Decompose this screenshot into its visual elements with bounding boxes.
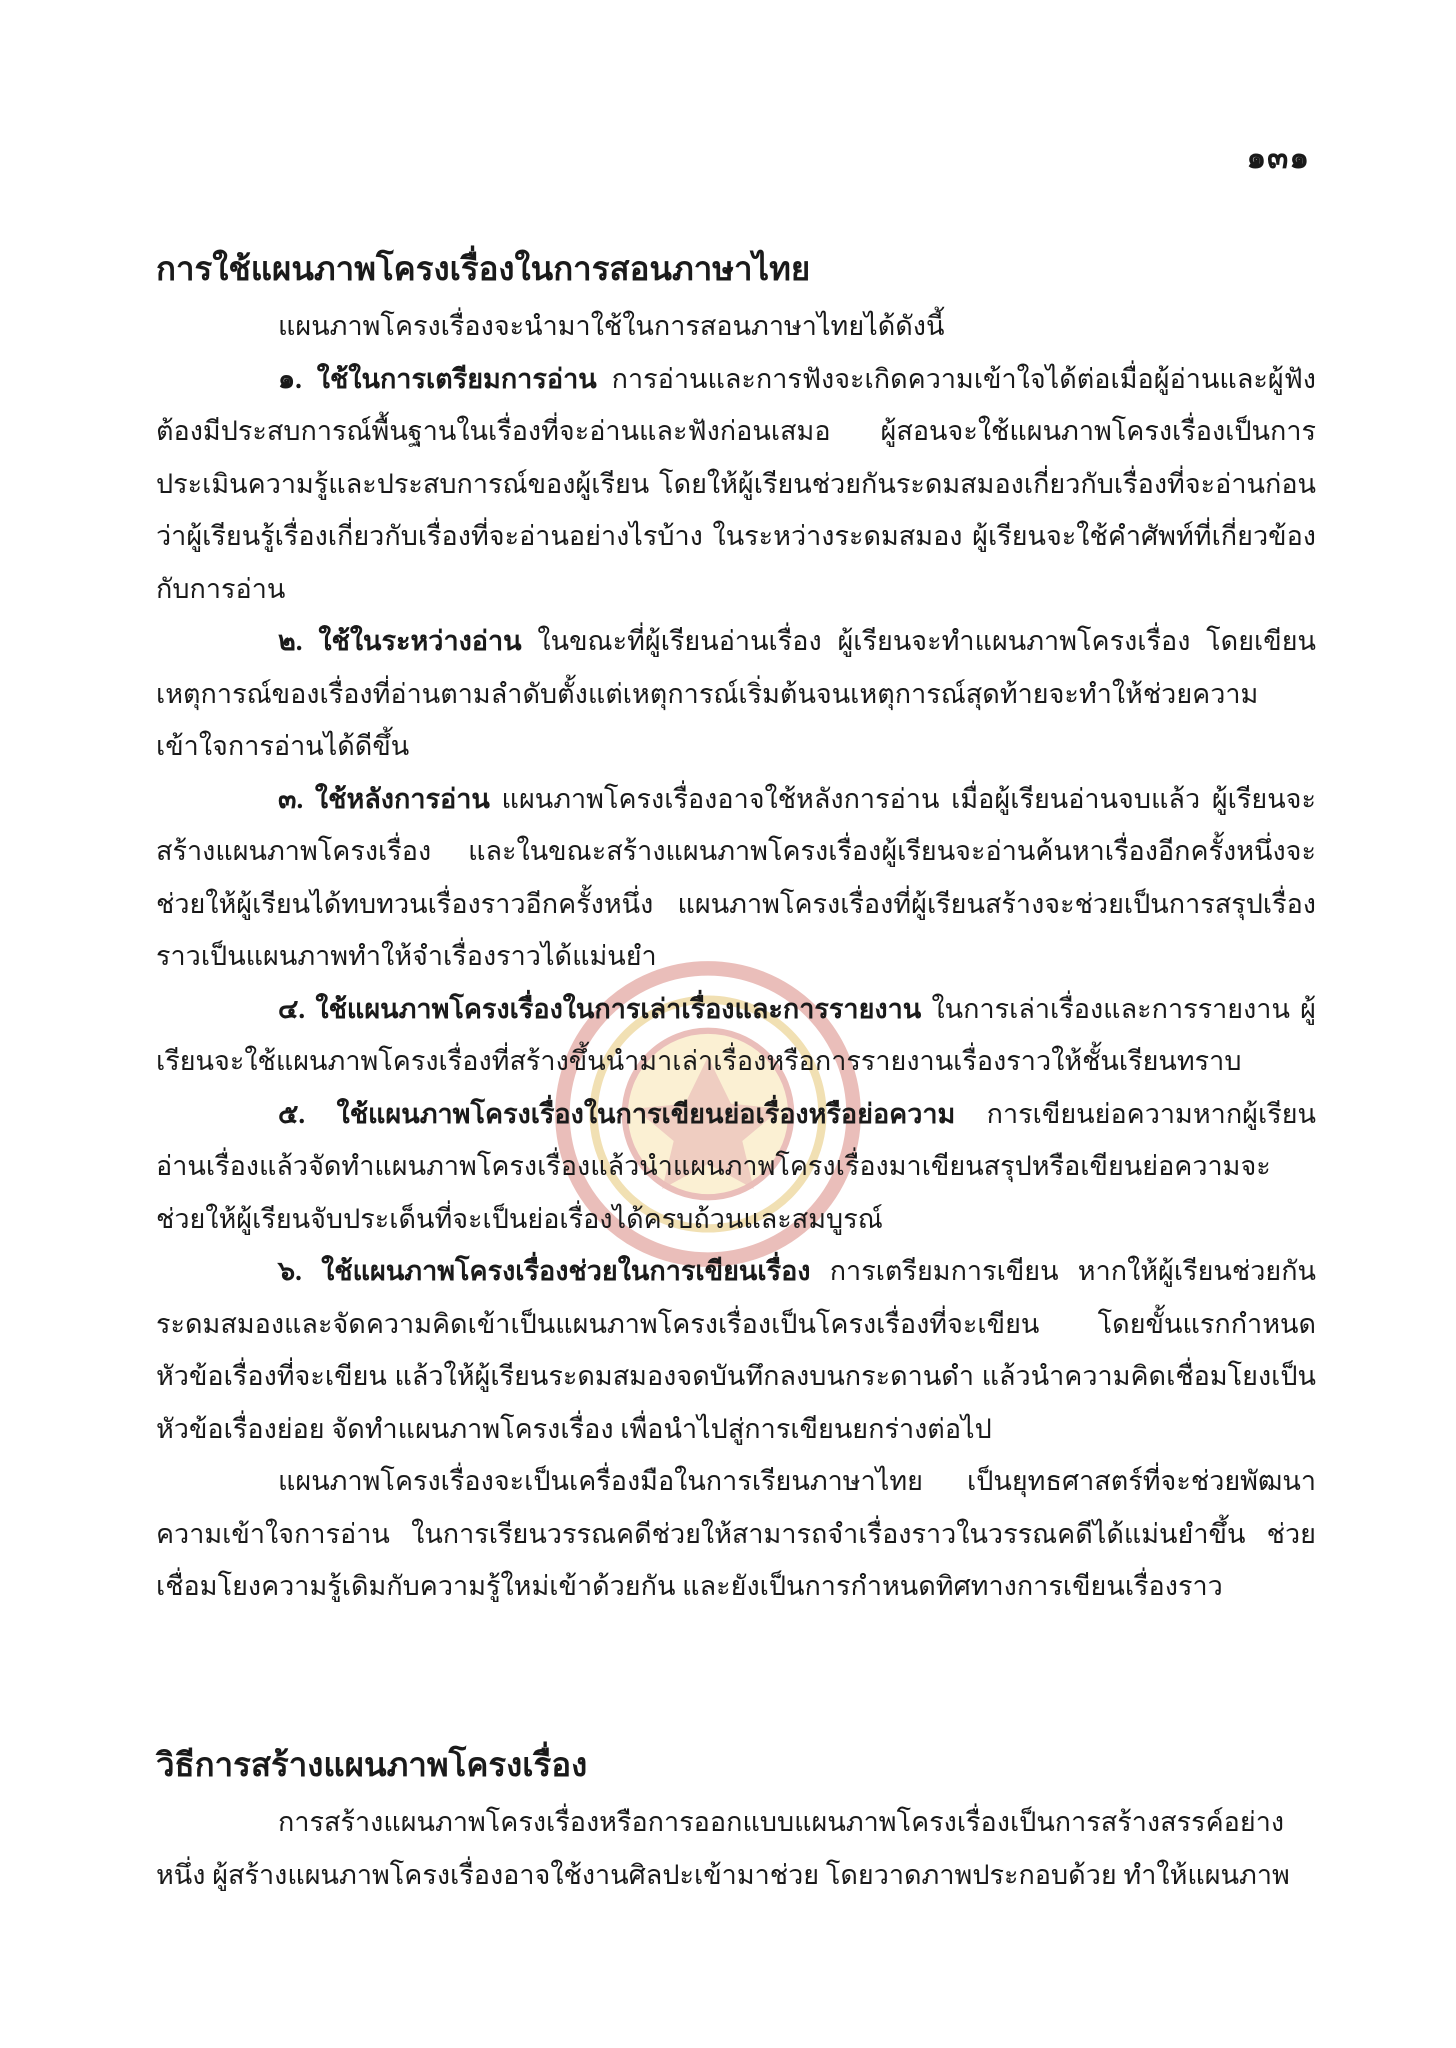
item-label: ๑. ใช้ในการเตรียมการอ่าน [278,363,597,394]
list-item [156,353,1316,616]
list-item [156,1088,1316,1246]
item-text: การเขียนย่อความหากผู้เรียนอ่านเรื่องแล้วจัดทำแผนภาพโครงเรื่องแล้วนำแผนภาพโครงเรื่องมาเขียนสรุปหรือเขียนย่อความจะช่วยให้ผู้เรียนจับประเด็นที่จะเป็นย่อเรื่องได้ครบถ้วนและสมบูรณ์ [156,1098,1316,1234]
item-text: การเตรียมการเขียน หากให้ผู้เรียนช่วยกันระดมสมองและจัดความคิดเข้าเป็นแผนภาพโครงเรื่องเป็นโครงเรื่องที่จะเขียน โดยขั้นแรกกำหนดหัวข้อเรื่องที่จะเขียน แล้วให้ผู้เรียนระดมสมองจดบันทึกลงบนกระดานดำ แล้วนำความคิดเชื่อมโยงเป็นหัวข้อเรื่องย่อย จัดทำแผนภาพโครงเรื่อง เพื่อนำไปสู่การเขียนยกร่างต่อไป [156,1256,1316,1444]
list-item [156,773,1316,983]
item-label: ๒. ใช้ในระหว่างอ่าน [278,626,522,656]
closing-paragraph: แผนภาพโครงเรื่องจะเป็นเครื่องมือในการเรียนภาษาไทย เป็นยุทธศาสตร์ที่จะช่วยพัฒนาความเข้าใจการอ่าน ในการเรียนวรรณคดีช่วยให้สามารถจำเรื่องราวในวรรณคดีได้แม่นยำขึ้น ช่วยเชื่อมโยงความรู้เดิมกับความรู้ใหม่เข้าด้วยกัน และยังเป็นการกำหนดทิศทางการเขียนเรื่องราว [156,1466,1316,1601]
item-label: ๖. ใช้แผนภาพโครงเรื่องช่วยในการเขียนเรื่อง [278,1256,811,1286]
section-how-to-create [156,1740,1316,1901]
item-text: แผนภาพโครงเรื่องอาจใช้หลังการอ่าน เมื่อผู้เรียนอ่านจบแล้ว ผู้เรียนจะสร้างแผนภาพโครงเรื่อง และในขณะสร้างแผนภาพโครงเรื่องผู้เรียนจะอ่านค้นหาเรื่องอีกครั้งหนึ่งจะช่วยให้ผู้เรียนได้ทบทวนเรื่องราวอีกครั้งหนึ่ง แผนภาพโครงเรื่องที่ผู้เรียนสร้างจะช่วยเป็นการสรุปเรื่องราวเป็นแผนภาพทำให้จำเรื่องราวได้แม่นยำ [156,783,1316,971]
list-item [156,1245,1316,1455]
section-heading: การใช้แผนภาพโครงเรื่องในการสอนภาษาไทย [156,252,811,288]
list-item [156,983,1316,1088]
item-label: ๓. ใช้หลังการอ่าน [278,783,490,814]
intro-paragraph: แผนภาพโครงเรื่องจะนำมาใช้ในการสอนภาษาไทยได้ดังนี้ [278,311,945,341]
item-text: ในการเล่าเรื่องและการรายงาน ผู้เรียนจะใช้แผนภาพโครงเรื่องที่สร้างขึ้นนำมาเล่าเรื่องหรือการรายงานเรื่องราวให้ชั้นเรียนทราบ [156,993,1316,1076]
body-paragraph: การสร้างแผนภาพโครงเรื่องหรือการออกแบบแผนภาพโครงเรื่องเป็นการสร้างสรรค์อย่างหนึ่ง ผู้สร้างแผนภาพโครงเรื่องอาจใช้งานศิลปะเข้ามาช่วย โดยวาดภาพประกอบด้วย ทำให้แผนภาพ [156,1807,1290,1890]
item-label: ๔. ใช้แผนภาพโครงเรื่องในการเล่าเรื่องและการรายงาน [278,993,922,1024]
item-label: ๕. ใช้แผนภาพโครงเรื่องในการเขียนย่อเรื่องหรือย่อความ [278,1098,956,1129]
page-number: ๑๓๑ [1246,140,1310,175]
list-item [156,615,1316,773]
section-plot-diagram-usage [156,244,1316,1613]
section-heading: วิธีการสร้างแผนภาพโครงเรื่อง [156,1748,588,1784]
item-text: การอ่านและการฟังจะเกิดความเข้าใจได้ต่อเมื่อผู้อ่านและผู้ฟังต้องมีประสบการณ์พื้นฐานในเรื่องที่จะอ่านและฟังก่อนเสมอ ผู้สอนจะใช้แผนภาพโครงเรื่องเป็นการประเมินความรู้และประสบการณ์ของผู้เรียน โดยให้ผู้เรียนช่วยกันระดมสมองเกี่ยวกับเรื่องที่จะอ่านก่อนว่าผู้เรียนรู้เรื่องเกี่ยวกับเรื่องที่จะอ่านอย่างไรบ้าง ในระหว่างระดมสมอง ผู้เรียนจะใช้คำศัพท์ที่เกี่ยวข้องกับการอ่าน [156,363,1316,604]
item-text: ในขณะที่ผู้เรียนอ่านเรื่อง ผู้เรียนจะทำแผนภาพโครงเรื่อง โดยเขียนเหตุการณ์ของเรื่องที่อ่านตามลำดับตั้งแต่เหตุการณ์เริ่มต้นจนเหตุการณ์สุดท้ายจะทำให้ช่วยความเข้าใจการอ่านได้ดีขึ้น [156,626,1317,761]
